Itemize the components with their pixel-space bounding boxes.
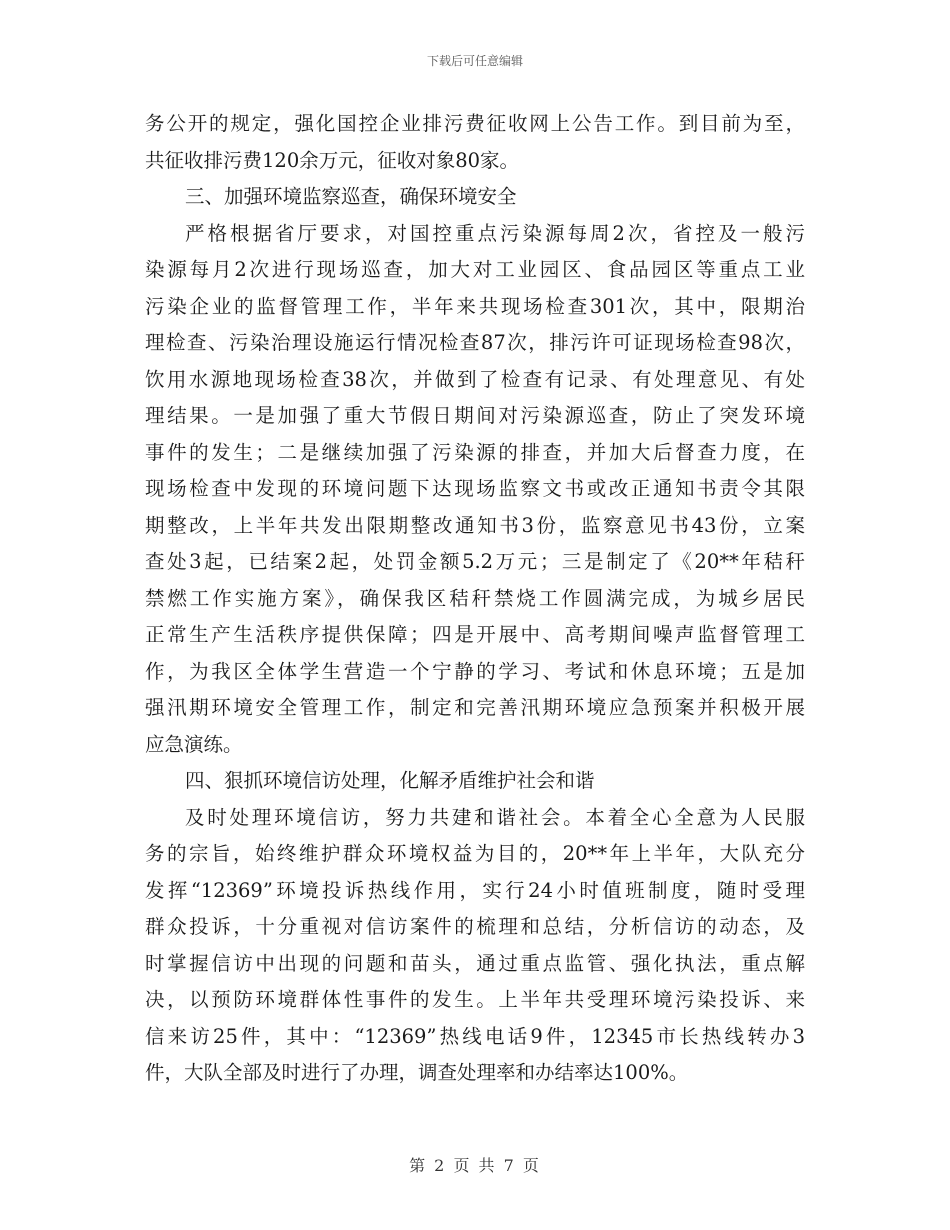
text-line: 现场检查中发现的环境问题下达现场监察文书或改正通知书责令其限 xyxy=(145,477,805,500)
text-line: 发挥“12369”环境投诉热线作用，实行24小时值班制度，随时受理 xyxy=(145,878,805,902)
text-line: 时掌握信访中出现的问题和苗头，通过重点监管、强化执法，重点解 xyxy=(145,951,805,975)
text-line: 污染企业的监督管理工作，半年来共现场检查301次，其中，限期治 xyxy=(145,294,805,318)
text-line: 事件的发生；二是继续加强了污染源的排查，并加大后督查力度，在 xyxy=(145,440,805,464)
text-line: 禁燃工作实施方案》，确保我区秸秆禁烧工作圆满完成，为城乡居民 xyxy=(145,586,805,610)
text-line: 查处3起，已结案2起，处罚金额5.2万元；三是制定了《20**年秸秆 xyxy=(145,550,805,573)
text-line: 严格根据省厅要求，对国控重点污染源每周2次，省控及一般污 xyxy=(185,221,805,245)
text-line: 件，大队全部及时进行了办理，调查处理率和办结率达100%。 xyxy=(145,1061,689,1084)
text-line: 共征收排污费120余万元，征收对象80家。 xyxy=(145,148,520,172)
document-body xyxy=(145,106,805,1092)
text-line: 饮用水源地现场检查38次，并做到了检查有记录、有处理意见、有处 xyxy=(145,367,805,391)
text-line: 务的宗旨，始终维护群众环境权益为目的，20**年上半年，大队充分 xyxy=(145,842,805,865)
text-line: 决，以预防环境群体性事件的发生。上半年共受理环境污染投诉、来 xyxy=(145,988,805,1011)
text-line: 强汛期环境安全管理工作，制定和完善汛期环境应急预案并积极开展 xyxy=(145,696,805,719)
text-line: 及时处理环境信访，努力共建和谐社会。本着全心全意为人民服 xyxy=(185,805,805,829)
text-line: 四、狠抓环境信访处理，化解矛盾维护社会和谐 xyxy=(185,769,595,792)
text-line: 应急演练。 xyxy=(145,732,243,756)
text-line: 信来访25件，其中：“12369”热线电话9件，12345市长热线转办3 xyxy=(145,1024,805,1048)
text-line: 务公开的规定，强化国控企业排污费征收网上公告工作。到目前为至， xyxy=(145,112,805,135)
text-line: 作，为我区全体学生营造一个宁静的学习、考试和休息环境；五是加 xyxy=(145,659,805,683)
text-line: 正常生产生活秩序提供保障；四是开展中、高考期间噪声监督管理工 xyxy=(145,623,805,646)
text-line: 期整改，上半年共发出限期整改通知书3份，监察意见书43份，立案 xyxy=(145,513,805,537)
text-line: 理结果。一是加强了重大节假日期间对污染源巡查，防止了突发环境 xyxy=(145,404,805,427)
page-header: 下载后可任意编辑 xyxy=(426,54,523,68)
text-line: 理检查、污染治理设施运行情况检查87次，排污许可证现场检查98次， xyxy=(145,331,805,354)
text-line: 群众投诉，十分重视对信访案件的梳理和总结，分析信访的动态，及 xyxy=(145,915,805,938)
page-number: 第 2 页 共 7 页 xyxy=(409,1156,541,1175)
text-line: 三、加强环境监察巡查，确保环境安全 xyxy=(185,185,517,208)
text-line: 染源每月2次进行现场巡查，加大对工业园区、食品园区等重点工业 xyxy=(145,258,805,281)
